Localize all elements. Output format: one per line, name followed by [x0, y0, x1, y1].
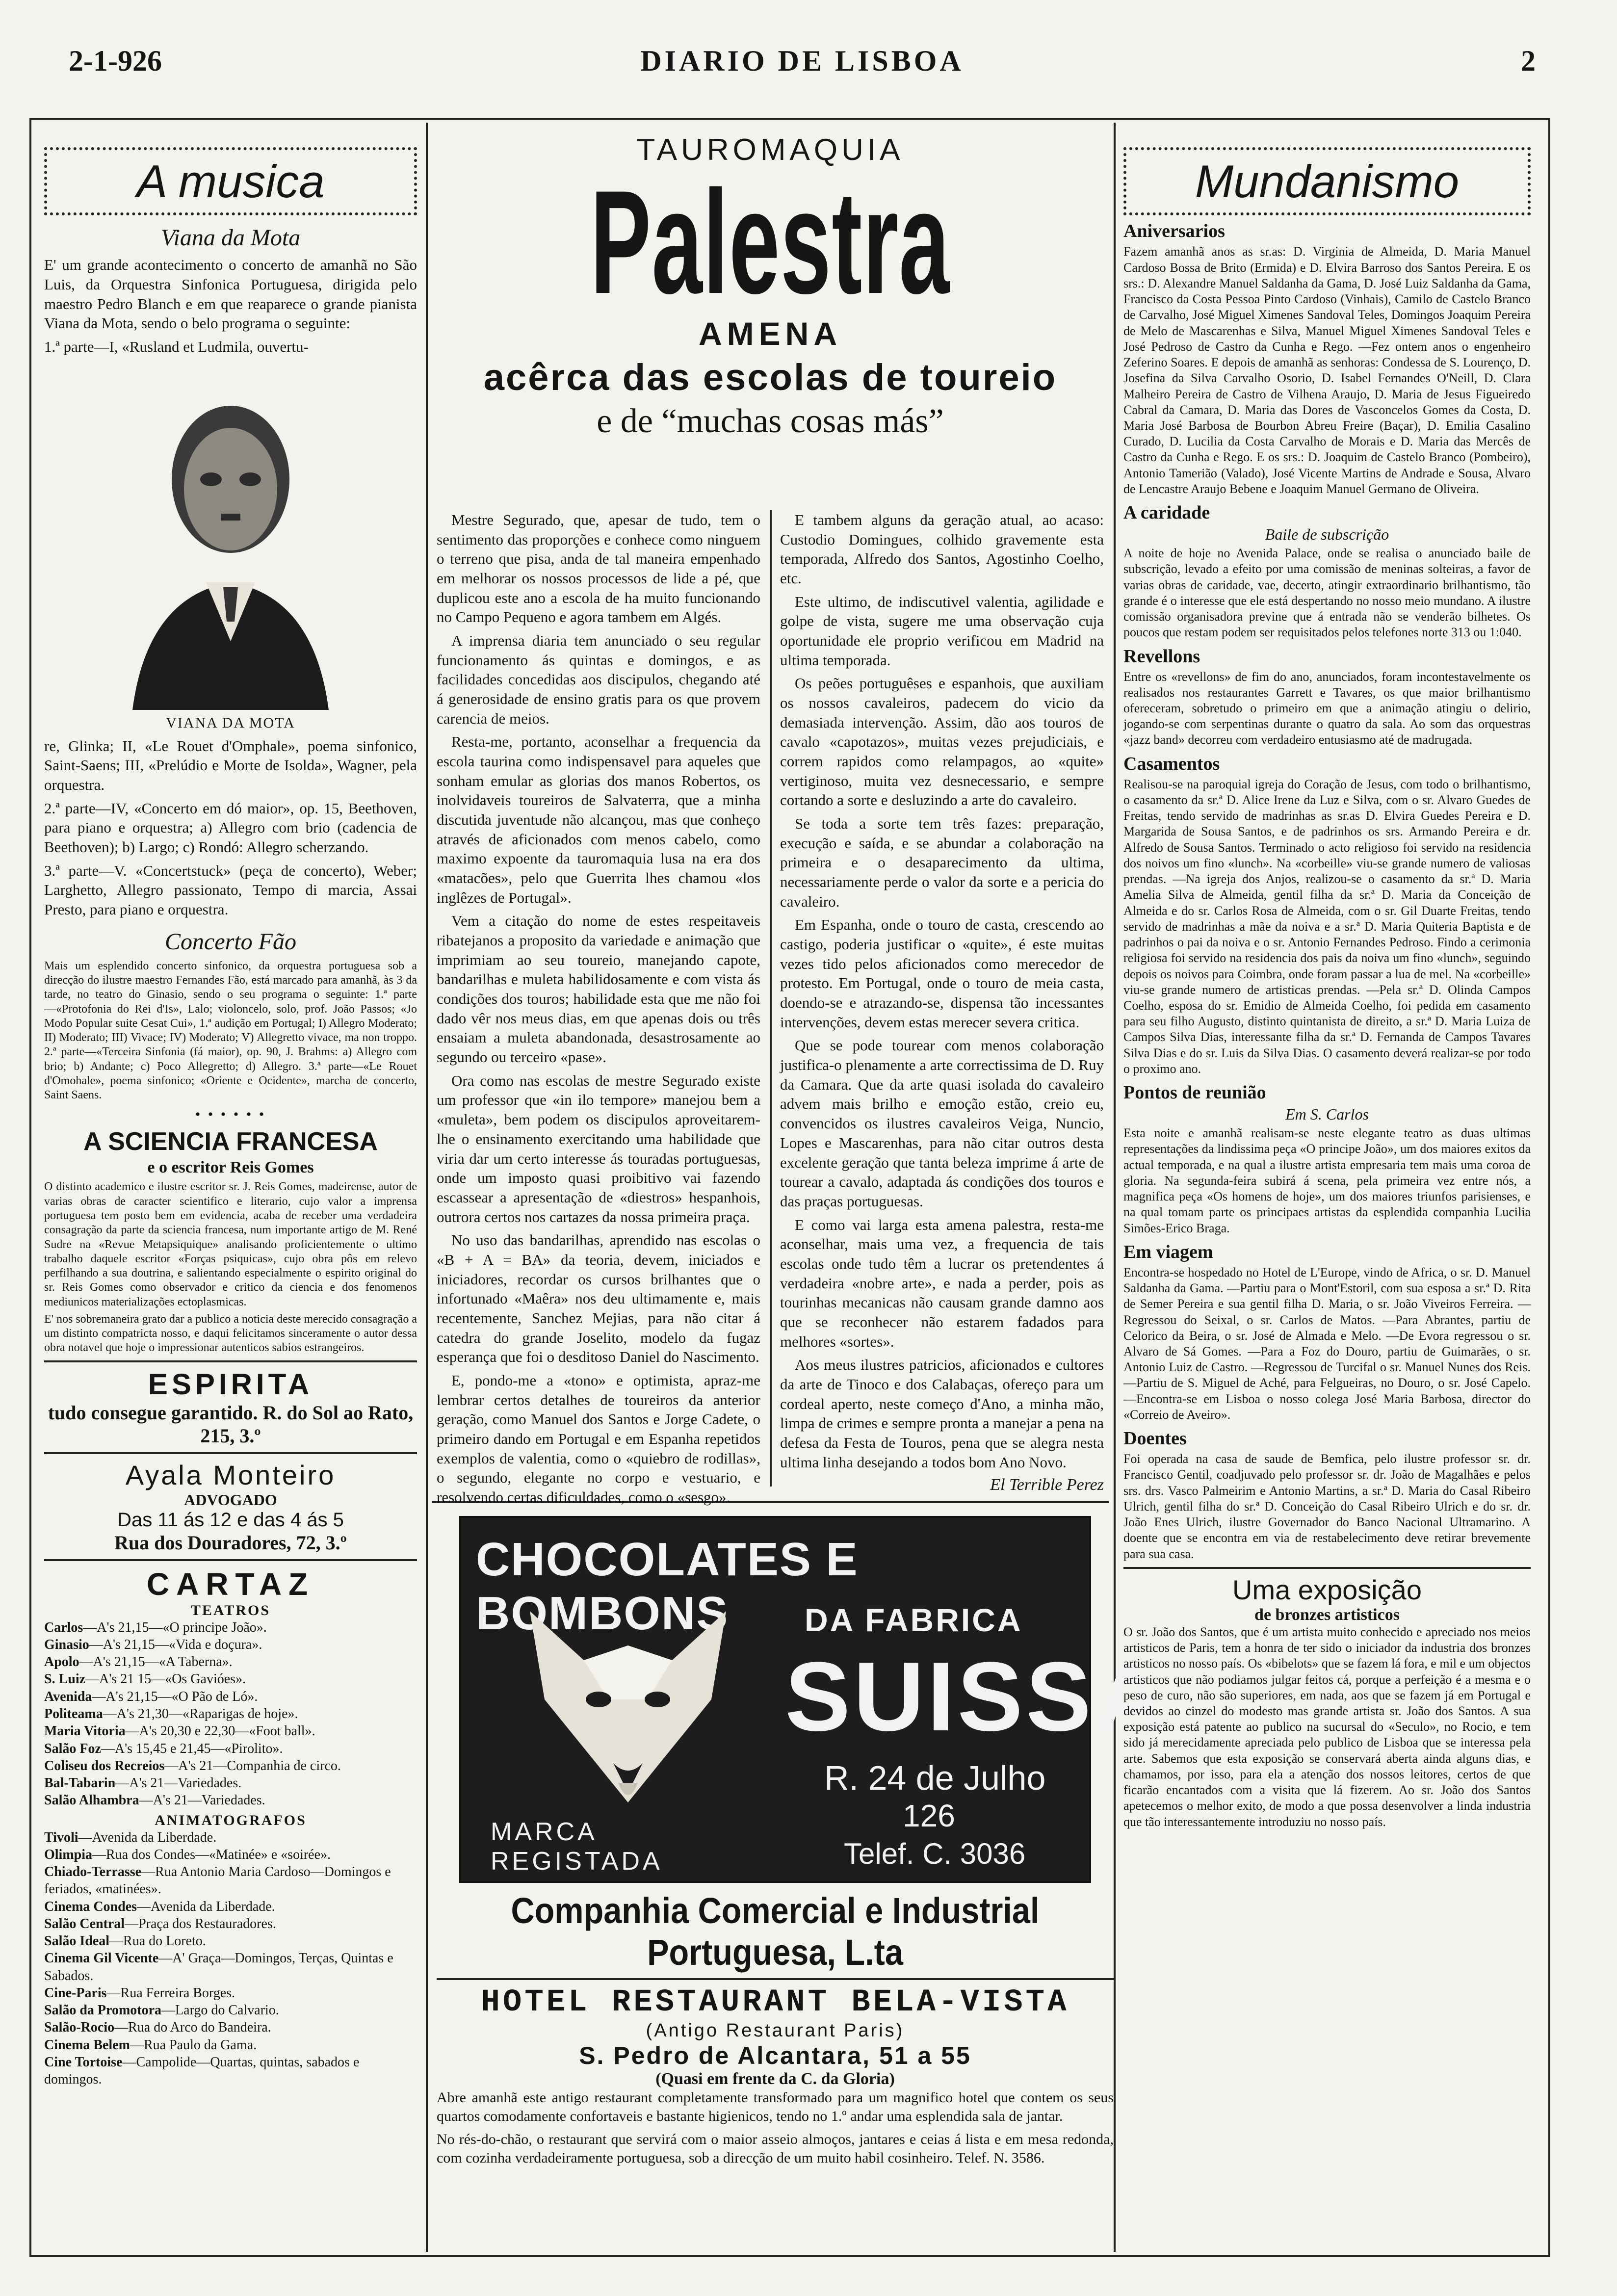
listing-name: Salão Central [44, 1916, 125, 1931]
mundanismo-box [1123, 147, 1531, 215]
headline: Palestra [590, 159, 950, 324]
listing-info: —A's 15,45 e 21,45—«Pirolito». [101, 1741, 283, 1756]
sciencia-title: A SCIENCIA FRANCESA [83, 1127, 378, 1156]
article-signature: El Terrible Perez [990, 1476, 1104, 1494]
listing-name: Chiado-Terrasse [44, 1864, 142, 1880]
teatros-title: TEATROS [190, 1602, 271, 1618]
listing-row [44, 1653, 417, 1670]
issue-date: 2-1-926 [69, 45, 162, 77]
listing-row [44, 1705, 417, 1722]
ad-registada: REGISTADA [491, 1847, 663, 1876]
mundanismo-section-title: Mundanismo [1195, 156, 1460, 207]
casamentos-title: Casamentos [1123, 753, 1220, 774]
article-column-2 [780, 510, 1104, 1494]
listing-name: Ginasio [44, 1637, 89, 1652]
listing-row [44, 1846, 417, 1863]
listing-row [44, 1688, 417, 1705]
listing-name: S. Luiz [44, 1671, 86, 1687]
listing-name: Bal-Tabarin [44, 1775, 116, 1791]
page-number: 2 [1521, 45, 1536, 77]
article-paragraph: Vem a citação do nome de estes respeitaveis ribatejanos a proposito da variedade e animação que imprimiam ao seu toureio, manejando capote, bandarilhas e muleta habilidosamente e com vista ás condições dos touros; habilidade esta que me não foi dado vêr nos meus dias, em que apenas dois ou três ensaiam a muleta abandonada, desastrosamente ao segundo ou terceiro «pase». [437, 912, 760, 1066]
listing-name: Olimpia [44, 1847, 93, 1862]
hotel-paragraph-2: No rés-do-chão, o restaurant que servirá com o maior asseio almoços, jantares e ceias á lista e em mesa redonda, com cozinha verdadeiramente portuguesa, sob a direcção de um muito habil cosinheiro. Telef. N. 3586. [437, 2131, 1114, 2166]
listing-info: —A's 21—Companhia de circo. [164, 1758, 341, 1774]
listing-name: Cinema Condes [44, 1899, 137, 1914]
music-section-title: A musica [136, 156, 325, 207]
viana-paragraph-2: 1.ª parte—I, «Rusland et Ludmila, ouvertu- [44, 338, 309, 356]
divider [1123, 1567, 1531, 1569]
listing-name: Cine Tortoise [44, 2055, 123, 2070]
listing-name: Cinema Belem [44, 2037, 130, 2053]
article-paragraph: E, pondo-me a «tono» e optimista, apraz-me lembrar certos detalhes de toureiros da anterior geração, como Manuel dos Santos e Jorge Cadete, o primeiro dando em Portugal e em Espanha repetidos exemplos de valentia, como o «quiebro de rodillas», o segundo, elegante no corpo e vestuario, e resolvendo certas dificuldades, como o «sesgo». [437, 1371, 760, 1506]
listing-name: Politeama [44, 1706, 103, 1722]
viana-paragraph-4: 2.ª parte—IV, «Concerto em dó maior», op. 15, Beethoven, para piano e orquestra; a) Allegro com brio (cadencia de Beethoven); b) Largo; c) Rondó: Allegro scherzando. [44, 799, 417, 856]
espirita-body: tudo consegue garantido. R. do Sol ao Rato, 215, 3.º [48, 1401, 414, 1447]
viana-paragraph-5: 3.ª parte—V. «Concertstuck» (peça de concerto), Weber; Larghetto, Allegro passionato, Tempo di marcia, Assai Presto, para piano e orquestra. [44, 861, 417, 918]
revellons-title: Revellons [1123, 646, 1200, 667]
hotel-address-2: (Quasi em frente da C. da Gloria) [655, 2070, 895, 2088]
listing-info: —A's 21—Variedades. [115, 1775, 242, 1791]
listing-row [44, 1792, 417, 1809]
listing-row [44, 2002, 417, 2019]
listing-row [44, 1774, 417, 1792]
listing-info: —A' Graça—Domingos, Terças, Quintas e Sabados. [44, 1951, 393, 1983]
concerto-fao-body: Mais um esplendido concerto sinfonico, da orquestra portuguesa sob a direcção do ilustre maestro Fernandes Fão, está marcado para amanhã, às 3 da tarde, no teatro do Ginasio, sendo o seu programa o seguinte: 1.ª parte—«Protofonia do Rei d'Is», Lalo; violoncelo, solo, prof. João Passos; «Jo Modo Popular suite Cesat Cui», 1.ª audição em Portugal; I) Allegro Moderato; II) Moderato; III) Vivace; IV) Moderato; V) Allegretto vivace, ma non troppo. 2.ª parte—«Terceira Sinfonia (fá maior), op. 90, J. Brahms: a) Allegro com brio; b) Andante; c) Poco Allegretto; d) Allegro. 3.ª parte—«Le Rouet d'Omohale», poema sinfonico; «Oriente e Ocidente», marcha de concerto, Saint Saens. [44, 959, 417, 1102]
right-column [1123, 147, 1531, 2247]
caridade-title: A caridade [1123, 502, 1210, 523]
listing-row [44, 2019, 417, 2036]
casamentos-body: Realisou-se na paroquial igreja do Coração de Jesus, com todo o brilhantismo, o casamento da sr.ª D. Alice Irene da Luz e Silva, com o sr. Alvaro Guedes de Freitas, tendo servido de madrinhas as sr.as D. Elvira Guedes Pereira e D. Margarida de Sousa Santos, e de padrinhos os srs. Armando Pereira e dr. Alfredo de Sousa Santos. Terminado o acto religioso foi servido na residencia dos noivos um fino «lunch». Na «corbeille» viu-se grande numero de valiosas prendas. —Na igreja dos Anjos, realizou-se o casamento da sr.ª D. Maria Amelia Silva de Almeida, gentil filha da sr.ª D. Maria da Conceição de Almeida e do sr. Carlos Rosa de Almeida, com o sr. Gil Duarte Freitas, tendo servido de madrinhas a mãe da noiva e a sr.ª D. Maria Quiteria Baptista e de padrinhos o pai da noiva e o sr. Antonio Fernandes Pedroso. Findo a cerimonia religiosa foi servido na residencia dos pais da noiva um fino «lunch», seguindo depois os noivos para Coimbra, onde foram passar a lua de mel. Na «corbeille» viu-se grande numero de artisticas prendas. —Pela sr.ª D. Olinda Campos Coelho, esposa do sr. Emidio de Almeida Coelho, foi pedida em casamento para seu filho Augusto, distinto quintanista de direito, a sr.ª D. Maria Luiza de Campos Silva Dias, interessante filha da sr.ª D. Fernanda de Campos Tavares Silva Dias e do sr. Luis da Silva Dias. O casamento deverá realizar-se por todo o proximo ano. [1123, 777, 1531, 1076]
ad-line-3: SUISSA [785, 1642, 1168, 1751]
sciencia-body-2: E' nos sobremaneira grato dar a publico a noticia deste merecido consagração a um distinto compatricta nosso, e daqui felicitamos sinceramente o autor dessa obra notavel que hoje o impressionar autenticos sabios estrangeiros. [44, 1312, 417, 1355]
article-paragraph: E tambem alguns da geração atual, ao acaso: Custodio Domingues, colhido gravemente esta temporada, Alfredo dos Santos, Agostinho Coelho, etc. [780, 511, 1104, 587]
viagem-body: Encontra-se hospedado no Hotel de L'Europe, vindo de Africa, o sr. D. Manuel Saldanha da Gama. —Partiu para o Mont'Estoril, com sua esposa a sr.ª D. Rita de Semer Pereira e sua gentil filha D. Maria, o sr. João Viveiros Ferreira. —Regressou do Seixal, o sr. Carlos de Matos. —Para Abrantes, partiu de Celorico da Beira, o sr. José de Almada e Melo. —De Evora regressou o sr. Alvaro de Sá Gomes. —Para a Foz do Douro, partiu de Guimarães, o sr. Antonio Luiz de Castro. —Regressou de Turcifal o sr. Manuel Nunes dos Reis. —Partiu de S. Miguel de Aché, para Felgueiras, no Douro, o sr. José Capelo. —Encontra-se em Lisboa o nosso colega José Maria Barbosa, director do «Correio de Aveiro». [1123, 1265, 1531, 1422]
listing-name: Coliseu dos Recreios [44, 1758, 165, 1774]
listing-info: —A's 21,30—«Raparigas de hoje». [103, 1706, 298, 1722]
newspaper-title: DIARIO DE LISBOA [640, 45, 964, 77]
section-kicker: TAUROMAQUIA [636, 133, 904, 167]
teatros-list [44, 1619, 417, 1809]
ayala-hours: Das 11 ás 12 e das 4 ás 5 [117, 1509, 344, 1531]
listing-info: —Campolide—Quartas, quintas, sabados e domingos. [44, 2055, 360, 2087]
cartaz-title: CARTAZ [146, 1566, 315, 1602]
viana-paragraph-3: re, Glinka; II, «Le Rouet d'Omphale», poema sinfonico, Saint-Saens; III, «Prelúdio e Morte de Isolda», Wagner, pela orquestra. [44, 737, 417, 794]
ad-marca: MARCA [491, 1818, 598, 1846]
listing-name: Cine-Paris [44, 1985, 107, 2001]
espirita-title: ESPIRITA [148, 1367, 313, 1401]
listing-info: —Rua do Arco do Bandeira. [114, 2020, 271, 2035]
ayala-address: Rua dos Douradores, 72, 3.º [114, 1531, 347, 1554]
listing-row [44, 1984, 417, 2002]
hotel-title: HOTEL RESTAURANT BELA-VISTA [481, 1985, 1069, 2020]
article-paragraph: Este ultimo, de indiscutivel valentia, agilidade e golpe de vista, sugere me uma observação cuja oportunidade ele proprio verificou em Madrid na ultima temporada. [780, 593, 1104, 669]
listing-row [44, 1829, 417, 1846]
article-paragraph: Ora como nas escolas de mestre Segurado existe um professor que «in ilo tempore» manejou bem a «muleta», bem podem os discipulos aproveitarem-lhe o ensinamento exercitando uma habilidade que viria dar um certo interesse ás touradas portuguesas, onde um imposto quasi proibitivo vai fazendo escassear a apresentação de «diestros» hespanhois, outrora certos nos cartazes da nossa primeira praça. [437, 1071, 760, 1226]
sciencia-subtitle: e o escritor Reis Gomes [147, 1158, 314, 1177]
listing-info: —Avenida da Liberdade. [78, 1829, 217, 1845]
listing-info: —A's 21,15—«Vida e doçura». [89, 1637, 262, 1652]
listing-name: Maria Vitoria [44, 1723, 126, 1739]
listing-row [44, 1740, 417, 1757]
article-paragraph: Aos meus ilustres patricios, aficionados e cultores da arte de Tinoco e dos Calabaças, ofereço para um cordeal aperto, neste começo d'Ano, a minha mão, limpa de crimes e sempre pronta a manejar a pena na defesa da Festa de Touros, pena que se alegra nesta ultima linha desejando a todos bom Ano Novo. [780, 1356, 1104, 1471]
listing-name: Salão Foz [44, 1741, 101, 1756]
listing-info: —Rua do Loreto. [109, 1933, 206, 1949]
listing-row [44, 1757, 417, 1774]
listing-row [44, 1932, 417, 1950]
viagem-title: Em viagem [1123, 1241, 1213, 1262]
listing-row [44, 1619, 417, 1636]
article-paragraph: A imprensa diaria tem anunciado o seu regular funcionamento ás quintas e domingos, e as facilidades concedidas aos discipulos, chegando até á generosidade de ensino gratis para os que provem carencia de meios. [437, 632, 760, 727]
listing-row [44, 1722, 417, 1740]
animatografos-title: ANIMATOGRAFOS [155, 1812, 307, 1828]
divider [44, 1360, 417, 1362]
article-paragraph: Se toda a sorte tem três fazes: preparação, execução e saída, e se abundar a colaboração na primeira e o desaparecimento da ultima, necessariamente perde o valor da sorte e a pericia do cavaleiro. [780, 815, 1104, 910]
listing-row [44, 1898, 417, 1915]
listing-name: Salão da Promotora [44, 2003, 162, 2018]
divider [437, 1978, 1114, 1980]
ad-address-number: 126 [903, 1798, 955, 1833]
article-paragraph: No uso das bandarilhas, aprendido nas escolas o «B + A = BA» da teoria, devem, iniciados e iniciadores, recordar os cursos brilhantes que o infortunado «Maêra» nos deu ultimamente e, mais recentemente, Sanchez Mejias, para não citar á catedra do grande Joselito, modelo da fugaz esperança que foi o desditoso Daniel do Nascimento. [437, 1231, 760, 1366]
listing-name: Apolo [44, 1654, 79, 1670]
viana-subtitle: Viana da Mota [160, 225, 301, 251]
tauromaquia-header [427, 132, 1114, 441]
chocolate-advertisement [437, 1516, 1168, 2173]
listing-info: —Rua dos Condes—«Matinée» e «soirée». [92, 1847, 331, 1862]
listing-info: —A's 21 15—«Os Gavióes». [85, 1671, 246, 1687]
concerto-fao-title: Concerto Fão [165, 928, 296, 955]
portrait-illustration [103, 366, 358, 710]
exposicao-title: Uma exposição [1232, 1574, 1422, 1605]
listing-info: —Rua Antonio Maria Cardoso—Domingos e feriados, «matinées». [44, 1864, 391, 1897]
left-column [44, 147, 417, 2088]
article-paragraph: Que se pode tourear com menos colaboração justifica-o plenamente a arte correctissima de D. Ruy da Camara. Que da arte quasi isolada do cavaleiro advem mais brilho e emoção estão, creio eu, convencidos os ilustres cavaleiros Veiga, Nuncio, Lopes e Mascarenhas, para não citar outros desta excelente geração que tanta beleza imprime á arte de tourear a cavalo, adaptada ás condições dos touros e das praças portuguesas. [780, 1037, 1104, 1210]
ad-address: R. 24 de Julho [824, 1759, 1046, 1797]
listing-name: Salão Ideal [44, 1933, 110, 1949]
portrait-caption: VIANA DA MOTA [166, 714, 295, 731]
caridade-body: A noite de hoje no Avenida Palace, onde se realisa o anunciado baile de subscrição, levado a efeito por uma comissão de meninas solteiras, a favor de varias obras de caridade, vae, decerto, atingir extraordinario brilhantismo, tão grande é o interesse que ele está despertando no nosso meio mundano. A ilustre comissão organisadora previne que á entrada não se venderão bilhetes. Os poucos que restam podem ser requisitados pelos telefones norte 313 ou 1:040. [1123, 546, 1531, 640]
ayala-title: Ayala Monteiro [125, 1459, 336, 1490]
aniversarios-body: Fazem amanhã anos as sr.as: D. Virginia de Almeida, D. Maria Manuel Cardoso Bossa de Brito (Ermida) e D. Elvira Barroso dos Santos Pereira. E os srs.: D. Alexandre Manuel Saldanha da Gama, D. José Luiz Saldanha da Gama, Francisco da Costa Pessoa Pinto Cardoso (Vinhais), Camilo de Castelo Branco de Carvalho, José Miguel Ximenes Sandoval Teles, Domingos Joaquim Pereira de Melo de Mascarenhas e Silva, Manuel Miguel Ximenes Sandoval Teles e José Pedroso de Castro da Cunha e Rego. —Fez ontem anos o engenheiro Zeferino Soares. E depois de amanhã as senhoras: Condessa de S. Lourenço, D. Josefina da Silva Carvalho Osorio, D. Isabel Fernandes O'Neill, D. Clara Malheiro Pereira de Castro de Vilhena Araujo, D. Maria de Jesus Figueiredo Cabral da Camara, D. Maria das Dores de Vasconcelos Gomes da Costa, D. Maria José Barbosa de Bourbon Abreu Freire (Baçar), D. Emilia Casalino Curado, D. Lucilia da Costa Carvalho de Morais e D. Maria das Mercês de Castro da Cunha e Rego. E os srs.: D. Joaquim de Castelo Branco (Pombeiro), Antonio Tamerião (Valado), José Vicente Martins de Andrade e Sousa, Alvaro de Lencastre Araujo Bebene e Joaquim Manuel Germano de Oliveira. [1123, 244, 1531, 496]
listing-info: —Avenida da Liberdade. [137, 1899, 275, 1914]
listing-name: Cinema Gil Vicente [44, 1951, 159, 1966]
reuniao-subtitle: Em S. Carlos [1285, 1105, 1369, 1123]
masthead [59, 44, 1545, 77]
listing-name: Carlos [44, 1619, 83, 1635]
article-paragraph: Resta-me, portanto, aconselhar a frequencia da escola taurina como indispensavel para aqueles que sonham emular as glorias dos manos Robertos, os inolvidaveis toureiros de Salvaterra, que a minha discutida juventude não alcançou, mas que conheço através de aficionados com menos cabelo, como maximo expoente da tauromaquia lusa na era dos «matacões», pelo que Guerrita lhes chamou «los inglêzes de Portugal». [437, 733, 760, 906]
article-column-1-text [437, 510, 760, 1507]
listing-row [44, 2054, 417, 2088]
listing-name: Salão-Rocio [44, 2020, 115, 2035]
animatografos-list [44, 1829, 417, 2088]
headline-subtitle-2: e de “muchas cosas más” [597, 402, 944, 440]
listing-info: —A's 21—Variedades. [139, 1793, 265, 1808]
listing-info: —A's 21,15—«A Taberna». [79, 1654, 233, 1670]
ad-box [459, 1516, 1168, 1883]
doentes-title: Doentes [1123, 1428, 1187, 1449]
listing-row [44, 1915, 417, 1932]
aniversarios-title: Aniversarios [1123, 221, 1225, 242]
fox-head-illustration [500, 1601, 756, 1807]
viana-paragraph-1: E' um grande acontecimento o concerto de amanhã no São Luis, da Orquestra Sinfonica Portuguesa, dirigida pelo maestro Pedro Blanch e em que reaparece o grande pianista Viana da Mota, sendo o belo programa o seguinte: [44, 256, 417, 332]
column-rule-right [1114, 123, 1116, 2252]
listing-row [44, 2036, 417, 2054]
separator: • • • • • • [195, 1106, 266, 1123]
ayala-role: ADVOGADO [184, 1490, 277, 1509]
sciencia-body: O distinto academico e ilustre escritor sr. J. Reis Gomes, madeirense, autor de varias obras de caracter scientifico e literario, cujo valor a imprensa portuguesa tem posto bem em evidencia, acaba de receber uma verdadeira consagração da parte da sciencia francesa, num importante artigo de M. René Sudre na «Revue Metapsiquique» analisando proficientemente o ultimo trabalho daquele escritor «Forças psiquicas», cujo obra pôs em relevo perfilhando a sua doutrina, e salientando especialmente o espirito original do sr. Reis Gomes como observador e critico da ciencia e dos fenomenos mediunicos materializações ectoplasmicas. [44, 1180, 417, 1308]
article-paragraph: Os peões portuguêses e espanhois, que auxiliam os nossos cavaleiros, padecem do vicio da demasiada intervenção. Assim, dão aos touros de cavalo «capotazos», muitas vezes prejudiciais, e correm rapidos como relampagos, ao «quite» vertiginoso, muita vez desnecessario, e sempre cortando a sorte e desluzindo a arte do cavaleiro. [780, 675, 1104, 809]
headline-subtitle: acêrca das escolas de toureio [483, 357, 1057, 398]
listing-info: —Praça dos Restauradores. [125, 1916, 276, 1931]
article-column-2-text [780, 510, 1104, 1472]
hotel-address: S. Pedro de Alcantara, 51 a 55 [579, 2042, 971, 2069]
article-paragraph: Em Espanha, onde o touro de casta, crescendo ao castigo, poderia justificar o «quite», é este muitas vezes tido pelos aficionados como merecedor de protesto. Em Portugal, onde o touro de meia casta, doendo-se e atrazando-se, dispensa tão incessantes intervenções, devem estas merecer severa critica. [780, 916, 1104, 1031]
music-box [44, 147, 417, 215]
listing-row [44, 1670, 417, 1688]
listing-row [44, 1863, 417, 1898]
ad-company: Companhia Comercial e Industrial Portuguesa, L.ta [511, 1890, 1040, 1973]
listing-name: Avenida [44, 1689, 92, 1704]
divider [44, 1559, 417, 1561]
hotel-paragraph-1: Abre amanhã este antigo restaurant completamente transformado para um magnifico hotel que contem os seus quartos comodamente confortaveis e bastante higienicos, tendo no 1.º andar uma esplendida sala de jantar. [437, 2089, 1114, 2125]
column-rule-center [770, 510, 772, 1487]
listing-info: —Rua Paulo da Gama. [130, 2037, 257, 2053]
listing-name: Tivoli [44, 1829, 78, 1845]
article-column-1 [437, 510, 760, 1506]
article-paragraph: Mestre Segurado, que, apesar de tudo, tem o sentimento das proporções e conhece como ninguem o terreno que pisa, anda de tal maneira empenhado em melhorar os nossos processos de lide a pé, que duplicou este ano a escola de ha muito funcionando no Campo Pequeno e agora tambem em Algés. [437, 511, 760, 626]
listing-info: —A's 21,15—«O principe João». [83, 1619, 267, 1635]
hotel-subtitle: (Antigo Restaurant Paris) [646, 2020, 905, 2041]
revellons-body: Entre os «revellons» de fim do ano, anunciados, foram incontestavelmente os realisados nos restaurantes Garrett e Tavares, os que maior brilhantismo ofereceram, sobretudo o primeiro em que a animação atingiu o delirio, jogando-se com serpentinas durante o quatro da sala. Ao som das orquestras «jazz band» decorreu com verdadeiro entusiasmo até de madrugada. [1123, 669, 1531, 747]
headline-amena: AMENA [699, 315, 842, 352]
reuniao-body: Esta noite e amanhã realisam-se neste elegante teatro as duas ultimas representações da lindissima peça «O principe João», um dos maiores exitos da actual temporada, e na qual a ilustre artista empresaria tem mais uma coroa de gloria. Na segunda-feira subirá á scena, pela primeira vez entre nós, a magnifica peça «Os homens de hoje», um dos maiores triunfos parisienses, e na qual tomam parte os principaes artistas da esplendida companhia Lucilia Simões-Erico Braga. [1123, 1126, 1531, 1235]
listing-info: —A's 20,30 e 22,30—«Foot ball». [125, 1723, 315, 1739]
article-paragraph: E como vai larga esta amena palestra, resta-me aconselhar, mais uma vez, a frequencia de tais escolas onde tudo têm a lucrar os pretendentes á verdadeira «nobre arte», e nada a perder, pois as tourinhas mecanicas não causam grande damno aos que se reconhecer não estarem fadados para melhores «sortes». [780, 1216, 1104, 1350]
listing-info: —Rua Ferreira Borges. [106, 1985, 235, 2001]
listing-row [44, 1950, 417, 1984]
listing-info: —A's 21,15—«O Pão de Ló». [92, 1689, 258, 1704]
exposicao-subtitle: de bronzes artisticos [1254, 1605, 1400, 1624]
listing-row [44, 1636, 417, 1653]
exposicao-body: O sr. João dos Santos, que é um artista muito conhecido e apreciado nos meios artisticos de Paris, tem a honra de ter sido o iniciador da industria dos bronzes artisticos no nosso país. Os «bibelots» que se fazem lá fora, e mil e um objectos artisticos que não podiamos julgar feitos cá, porque a perfeição é a mesma e o peso de curo, não são superiores, em nada, aos que se fazem já em Portugal e devidos ao cinzel do modesto mas grande artista sr. João dos Santos. A sua exposição está patente ao publico na sucursal do «Seculo», no Rocio, e tem sido já merecidamente apreciada pelo publico de Lisboa que se interessa pela arte. Sabemos que esta exposição se conservará aberta ainda alguns dias, e chamamos, por isso, para ela a atenção dos nossos leitores, certos de que ficarão encantados com a visita que lá fizerem. Ao sr. João dos Santos apetecemos o melhor exito, de modo a que possa desenvolver a linda industria que tão interessantemente introduziu no nosso país. [1123, 1624, 1531, 1829]
reuniao-title: Pontos de reunião [1123, 1082, 1266, 1103]
column-rule-left [426, 123, 428, 2252]
listing-name: Salão Alhambra [44, 1793, 139, 1808]
ad-line-1: CHOCOLATES E BOMBONS [476, 1533, 859, 1640]
ad-telephone: Telef. C. 3036 [844, 1837, 1026, 1870]
caridade-subtitle: Baile de subscrição [1265, 525, 1389, 544]
divider [44, 1452, 417, 1454]
listing-info: —Largo do Calvario. [161, 2003, 279, 2018]
doentes-body: Foi operada na casa de saude de Bemfica, pelo ilustre professor sr. dr. Francisco Gentil, coadjuvado pelo professor sr. dr. João de Magalhães e pelos srs. drs. Vasco Palmeirim e Antonio Martins, a sr.ª D. Maria do Casal Ribeiro Ulrich, gentil filha do sr.ª D. Conceição do Casal Ribeiro Ulrich e do sr. dr. João Enes Ulrich, ilustre Governador do Banco Nacional Ultramarino. A doente que se encontra em via de restabelecimento deve retirar brevemente para sua casa. [1123, 1452, 1531, 1561]
ad-line-2: DA FABRICA [805, 1602, 1023, 1638]
